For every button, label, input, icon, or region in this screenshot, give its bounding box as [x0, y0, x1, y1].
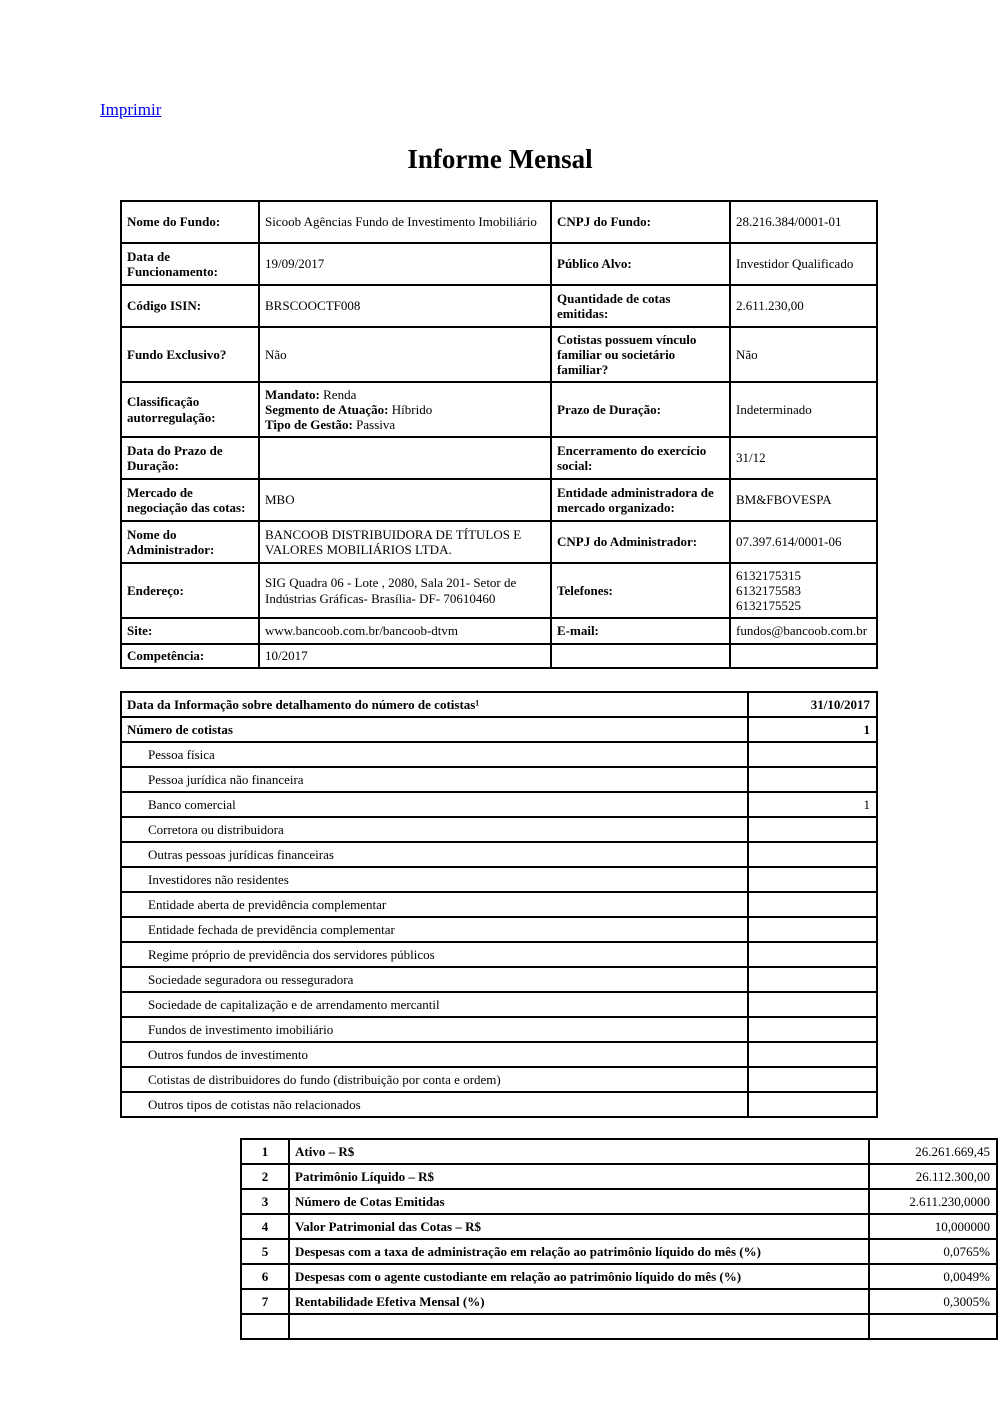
gestao-line	[265, 417, 545, 432]
fund-info-table	[120, 200, 878, 669]
cotista-item-label: Cotistas de distribuidores do fundo (distribuição por conta e ordem)	[121, 1067, 748, 1092]
financial-row-value: 0,0765%	[869, 1239, 997, 1264]
cotista-item-row	[121, 1017, 877, 1042]
cnpj-administrador-label: CNPJ do Administrador:	[551, 521, 730, 563]
cotista-item-label: Sociedade seguradora ou resseguradora	[121, 967, 748, 992]
cotistas-info-date-value: 31/10/2017	[748, 692, 877, 717]
financial-row-number: 5	[241, 1239, 289, 1264]
cotista-item-row	[121, 942, 877, 967]
cotista-item-row	[121, 767, 877, 792]
financial-row	[241, 1189, 997, 1214]
financial-row	[241, 1139, 997, 1164]
mandato-label: Mandato:	[265, 386, 320, 402]
cotista-item-label: Outros fundos de investimento	[121, 1042, 748, 1067]
telefone-line: 6132175583	[736, 582, 801, 598]
financial-row-number: 6	[241, 1264, 289, 1289]
table-row	[121, 327, 877, 382]
numero-cotistas-value: 1	[748, 717, 877, 742]
cotista-item-row	[121, 867, 877, 892]
cotista-item-value	[748, 992, 877, 1017]
financial-row-label: Ativo – R$	[289, 1139, 869, 1164]
cotista-item-row	[121, 967, 877, 992]
table-row	[121, 382, 877, 437]
fundo-exclusivo-value: Não	[259, 327, 551, 382]
endereco-label: Endereço:	[121, 563, 259, 618]
financial-row-number: 7	[241, 1289, 289, 1314]
prazo-duracao-label: Prazo de Duração:	[551, 382, 730, 437]
cotista-item-value	[748, 767, 877, 792]
cotista-item-label: Entidade aberta de previdência complementar	[121, 892, 748, 917]
cotista-item-row	[121, 842, 877, 867]
cotista-item-row	[121, 817, 877, 842]
mandato-line	[265, 387, 545, 402]
nome-administrador-label: Nome do Administrador:	[121, 521, 259, 563]
gestao-value: Passiva	[356, 417, 396, 433]
empty-value-cell	[730, 644, 877, 668]
classificacao-value	[259, 382, 551, 437]
telefones-value	[730, 563, 877, 618]
segmento-line	[265, 402, 545, 417]
codigo-isin-label: Código ISIN:	[121, 285, 259, 327]
financial-row-number: 4	[241, 1214, 289, 1239]
financial-row-number: 1	[241, 1139, 289, 1164]
cotista-item-label: Pessoa jurídica não financeira	[121, 767, 748, 792]
financial-row-label: Despesas com o agente custodiante em relação ao patrimônio líquido do mês (%)	[289, 1264, 869, 1289]
publico-alvo-value: Investidor Qualificado	[730, 243, 877, 285]
financial-table-clip	[120, 1138, 990, 1323]
financial-row-value: 0,3005%	[869, 1289, 997, 1314]
financial-row-label: Rentabilidade Efetiva Mensal (%)	[289, 1289, 869, 1314]
financial-row	[241, 1239, 997, 1264]
financial-row-value: 26.112.300,00	[869, 1164, 997, 1189]
cotista-item-label: Banco comercial	[121, 792, 748, 817]
financial-table	[240, 1138, 998, 1340]
mandato-value: Renda	[323, 386, 357, 402]
classificacao-label: Classificação autorregulação:	[121, 382, 259, 437]
mercado-negociacao-label: Mercado de negociação das cotas:	[121, 479, 259, 521]
email-label: E-mail:	[551, 618, 730, 644]
cotista-item-label: Sociedade de capitalização e de arrendamento mercantil	[121, 992, 748, 1017]
financial-row-label: Valor Patrimonial das Cotas – R$	[289, 1214, 869, 1239]
data-funcionamento-value: 19/09/2017	[259, 243, 551, 285]
financial-row-label: Número de Cotas Emitidas	[289, 1189, 869, 1214]
cotista-item-value	[748, 1092, 877, 1117]
table-row	[121, 692, 877, 717]
cotista-item-label: Pessoa física	[121, 742, 748, 767]
segmento-value: Híbrido	[391, 401, 433, 417]
cotista-item-label: Fundos de investimento imobiliário	[121, 1017, 748, 1042]
table-row	[121, 479, 877, 521]
cotista-item-label: Corretora ou distribuidora	[121, 817, 748, 842]
nome-administrador-value: BANCOOB DISTRIBUIDORA DE TÍTULOS E VALORES MOBILIÁRIOS LTDA.	[259, 521, 551, 563]
financial-row-value: 2.611.230,0000	[869, 1189, 997, 1214]
vinculo-familiar-label: Cotistas possuem vínculo familiar ou societário familiar?	[551, 327, 730, 382]
competencia-value: 10/2017	[259, 644, 551, 668]
cotista-item-row	[121, 1067, 877, 1092]
fundo-exclusivo-label: Fundo Exclusivo?	[121, 327, 259, 382]
cotista-item-value: 1	[748, 792, 877, 817]
financial-row-value: 10,000000	[869, 1214, 997, 1239]
nome-do-fundo-label: Nome do Fundo:	[121, 201, 259, 243]
financial-row-partial	[241, 1314, 997, 1339]
telefone-line: 6132175525	[736, 598, 801, 614]
financial-row-value: 0,0049%	[869, 1264, 997, 1289]
site-label: Site:	[121, 618, 259, 644]
cotista-item-row	[121, 1042, 877, 1067]
cotista-item-value	[748, 967, 877, 992]
cotista-item-value	[748, 817, 877, 842]
data-prazo-duracao-value	[259, 437, 551, 479]
cotistas-info-date-label: Data da Informação sobre detalhamento do número de cotistas¹	[121, 692, 748, 717]
endereco-value: SIG Quadra 06 - Lote , 2080, Sala 201- Setor de Indústrias Gráficas- Brasília- DF- 70610460	[259, 563, 551, 618]
cotista-item-row	[121, 1092, 877, 1117]
cotista-item-value	[748, 742, 877, 767]
cotista-item-value	[748, 942, 877, 967]
cotista-item-label: Regime próprio de previdência dos servidores públicos	[121, 942, 748, 967]
quantidade-cotas-label: Quantidade de cotas emitidas:	[551, 285, 730, 327]
table-row	[121, 563, 877, 618]
table-row	[121, 285, 877, 327]
financial-row-number: 3	[241, 1189, 289, 1214]
cotista-item-row	[121, 992, 877, 1017]
page-title: Informe Mensal	[407, 144, 593, 174]
cotista-item-value	[748, 867, 877, 892]
cotista-item-row	[121, 917, 877, 942]
cotista-item-label: Investidores não residentes	[121, 867, 748, 892]
financial-row	[241, 1214, 997, 1239]
financial-row	[241, 1264, 997, 1289]
financial-row-number	[241, 1314, 289, 1339]
table-row	[121, 201, 877, 243]
table-row	[121, 717, 877, 742]
table-row	[121, 618, 877, 644]
cotista-item-row	[121, 792, 877, 817]
data-funcionamento-label: Data de Funcionamento:	[121, 243, 259, 285]
cotista-item-value	[748, 1017, 877, 1042]
site-value: www.bancoob.com.br/bancoob-dtvm	[259, 618, 551, 644]
cnpj-do-fundo-label: CNPJ do Fundo:	[551, 201, 730, 243]
segmento-label: Segmento de Atuação:	[265, 401, 389, 417]
entidade-administradora-value: BM&FBOVESPA	[730, 479, 877, 521]
cotista-item-label: Entidade fechada de previdência complementar	[121, 917, 748, 942]
data-prazo-duracao-label: Data do Prazo de Duração:	[121, 437, 259, 479]
telefone-line: 6132175315	[736, 567, 801, 583]
numero-cotistas-label: Número de cotistas	[121, 717, 748, 742]
cotista-item-value	[748, 842, 877, 867]
codigo-isin-value: BRSCOOCTF008	[259, 285, 551, 327]
prazo-duracao-value: Indeterminado	[730, 382, 877, 437]
cotista-item-value	[748, 1042, 877, 1067]
financial-row-value	[869, 1314, 997, 1339]
table-row	[121, 521, 877, 563]
gestao-label: Tipo de Gestão:	[265, 417, 353, 433]
encerramento-exercicio-value: 31/12	[730, 437, 877, 479]
competencia-label: Competência:	[121, 644, 259, 668]
print-link[interactable]: Imprimir	[100, 100, 162, 119]
cotista-item-row	[121, 742, 877, 767]
cotista-item-row	[121, 892, 877, 917]
publico-alvo-label: Público Alvo:	[551, 243, 730, 285]
cotista-item-value	[748, 917, 877, 942]
vinculo-familiar-value: Não	[730, 327, 877, 382]
cnpj-administrador-value: 07.397.614/0001-06	[730, 521, 877, 563]
email-value: fundos@bancoob.com.br	[730, 618, 877, 644]
encerramento-exercicio-label: Encerramento do exercício social:	[551, 437, 730, 479]
cnpj-do-fundo-value: 28.216.384/0001-01	[730, 201, 877, 243]
cotista-item-value	[748, 892, 877, 917]
financial-row-label	[289, 1314, 869, 1339]
financial-row-label: Despesas com a taxa de administração em relação ao patrimônio líquido do mês (%)	[289, 1239, 869, 1264]
financial-row-value: 26.261.669,45	[869, 1139, 997, 1164]
cotista-item-value	[748, 1067, 877, 1092]
cotista-item-label: Outras pessoas jurídicas financeiras	[121, 842, 748, 867]
quantidade-cotas-value: 2.611.230,00	[730, 285, 877, 327]
financial-row	[241, 1289, 997, 1314]
financial-row	[241, 1164, 997, 1189]
table-row	[121, 243, 877, 285]
cotista-item-label: Outros tipos de cotistas não relacionados	[121, 1092, 748, 1117]
telefones-label: Telefones:	[551, 563, 730, 618]
table-row	[121, 437, 877, 479]
financial-row-number: 2	[241, 1164, 289, 1189]
cotistas-table	[120, 691, 878, 1118]
mercado-negociacao-value: MBO	[259, 479, 551, 521]
financial-row-label: Patrimônio Líquido – R$	[289, 1164, 869, 1189]
empty-label-cell	[551, 644, 730, 668]
nome-do-fundo-value: Sicoob Agências Fundo de Investimento Imobiliário	[259, 201, 551, 243]
table-row	[121, 644, 877, 668]
entidade-administradora-label: Entidade administradora de mercado organizado:	[551, 479, 730, 521]
